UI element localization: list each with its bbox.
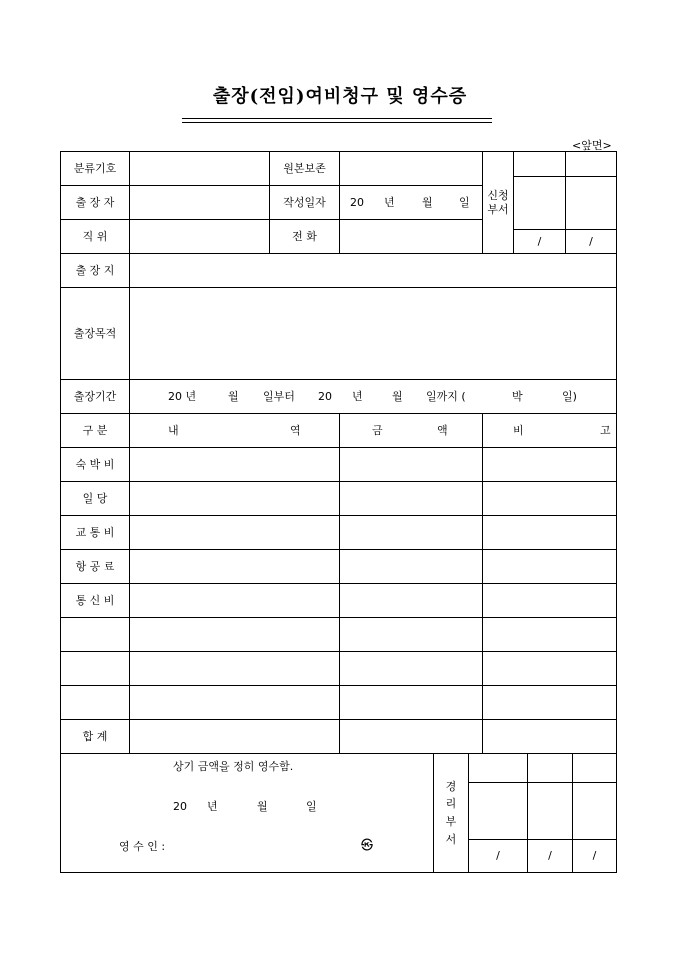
row-amount[interactable] (339, 549, 482, 583)
row-label (60, 617, 129, 651)
row-amount[interactable] (339, 617, 482, 651)
accounting-date-1[interactable]: / (468, 839, 527, 873)
row-detail[interactable] (129, 685, 339, 719)
period-end-year: 20 (318, 389, 332, 403)
apply-dept-sign-2[interactable] (565, 176, 617, 229)
receipt-statement: 상기 금액을 정히 영수함. (173, 760, 294, 773)
receiver-label: 영 수 인 : (119, 840, 166, 853)
period-nights: 박 (512, 389, 523, 403)
accounting-dept-char-3: 부 (445, 815, 457, 828)
period-end-month: 월 (392, 389, 403, 403)
label-written-date: 작성일자 (269, 185, 339, 219)
apply-dept-box-1[interactable] (513, 151, 565, 176)
apply-dept-line1: 신청 (487, 188, 509, 202)
row-note[interactable] (482, 685, 617, 719)
header-amount-b: 액 (437, 423, 448, 437)
apply-dept-box-2[interactable] (565, 151, 617, 176)
row-note[interactable] (482, 583, 617, 617)
label-phone: 전 화 (269, 219, 339, 253)
title-underline (182, 118, 492, 123)
row-label (60, 651, 129, 685)
row-note[interactable] (482, 549, 617, 583)
receipt-date-year: 20 (173, 800, 187, 813)
receipt-date-day-unit: 일 (306, 800, 317, 813)
period-start-month: 월 (228, 389, 239, 403)
total-amount[interactable] (339, 719, 482, 753)
accounting-dept-char-1: 경 (445, 779, 457, 793)
form-title: 출장(전임)여비청구 및 영수증 (212, 86, 468, 107)
written-date-month-unit: 월 (422, 195, 433, 209)
header-note-b: 고 (600, 423, 611, 437)
row-note[interactable] (482, 447, 617, 481)
row-label (60, 685, 129, 719)
period-days: 일) (562, 389, 577, 403)
row-label: 숙 박 비 (60, 447, 129, 481)
accounting-date-2[interactable]: / (527, 839, 572, 873)
row-amount[interactable] (339, 651, 482, 685)
row-amount[interactable] (339, 447, 482, 481)
total-note[interactable] (482, 719, 617, 753)
written-date-year-unit: 년 (384, 195, 395, 209)
row-detail[interactable] (129, 481, 339, 515)
row-note[interactable] (482, 651, 617, 685)
label-traveler: 출 장 자 (60, 185, 129, 219)
label-accounting-dept (433, 753, 468, 873)
row-detail[interactable] (129, 617, 339, 651)
header-detail (129, 413, 339, 447)
row-label: 교 통 비 (60, 515, 129, 549)
row-note[interactable] (482, 515, 617, 549)
written-date-year: 20 (350, 195, 364, 209)
accounting-dept-char-4: 서 (445, 832, 457, 846)
row-detail[interactable] (129, 447, 339, 481)
accounting-sign-1[interactable] (468, 782, 527, 839)
row-detail[interactable] (129, 651, 339, 685)
total-detail[interactable] (129, 719, 339, 753)
header-note (482, 413, 617, 447)
destination-input[interactable] (129, 253, 617, 287)
expense-claim-form (60, 151, 617, 873)
written-date-day-unit: 일 (459, 195, 470, 209)
row-detail[interactable] (129, 549, 339, 583)
label-apply-dept (482, 151, 513, 253)
position-input[interactable] (129, 219, 269, 253)
receipt-date-month-unit: 월 (257, 800, 268, 813)
header-note-a: 비 (513, 423, 524, 437)
label-period: 출장기간 (60, 379, 129, 413)
accounting-box-3[interactable] (572, 753, 617, 782)
accounting-sign-2[interactable] (527, 782, 572, 839)
row-label: 항 공 료 (60, 549, 129, 583)
apply-dept-line2: 부서 (487, 202, 509, 216)
accounting-dept-char-2: 리 (445, 797, 457, 811)
front-side-label: <앞면> (572, 139, 612, 152)
row-detail[interactable] (129, 515, 339, 549)
period-start-year: 20 년 (168, 389, 197, 403)
period-end-year-unit: 년 (352, 389, 363, 403)
header-amount-a: 금 (372, 423, 383, 437)
row-amount[interactable] (339, 685, 482, 719)
purpose-input[interactable] (129, 287, 617, 379)
phone-input[interactable] (339, 219, 482, 253)
period-input[interactable] (129, 379, 617, 413)
row-label: 일 당 (60, 481, 129, 515)
header-category: 구 분 (60, 413, 129, 447)
row-note[interactable] (482, 617, 617, 651)
row-amount[interactable] (339, 515, 482, 549)
row-label: 통 신 비 (60, 583, 129, 617)
label-total: 합 계 (60, 719, 129, 753)
row-note[interactable] (482, 481, 617, 515)
traveler-input[interactable] (129, 185, 269, 219)
label-purpose: 출장목적 (60, 287, 129, 379)
receipt-date-year-unit: 년 (207, 800, 218, 813)
receipt-statement-box (60, 753, 433, 873)
apply-dept-date-2[interactable]: / (565, 229, 617, 253)
apply-dept-sign-1[interactable] (513, 176, 565, 229)
header-detail-b: 역 (290, 423, 301, 437)
row-detail[interactable] (129, 583, 339, 617)
original-keep-input[interactable] (339, 151, 482, 185)
label-original-keep: 원본보존 (269, 151, 339, 185)
row-amount[interactable] (339, 583, 482, 617)
accounting-sign-3[interactable] (572, 782, 617, 839)
row-amount[interactable] (339, 481, 482, 515)
accounting-date-3[interactable]: / (572, 839, 617, 873)
apply-dept-date-1[interactable]: / (513, 229, 565, 253)
header-amount (339, 413, 482, 447)
accounting-box-1[interactable] (468, 753, 527, 782)
accounting-box-2[interactable] (527, 753, 572, 782)
period-start-day: 일부터 (263, 389, 295, 403)
written-date-input[interactable] (339, 185, 482, 219)
label-position: 직 위 (60, 219, 129, 253)
classification-input[interactable] (129, 151, 269, 185)
header-detail-a: 내 (168, 423, 179, 437)
seal-mark: ㉿ (361, 838, 374, 852)
period-end-day: 일까지 ( (426, 389, 466, 403)
label-classification: 분류기호 (60, 151, 129, 185)
label-destination: 출 장 지 (60, 253, 129, 287)
